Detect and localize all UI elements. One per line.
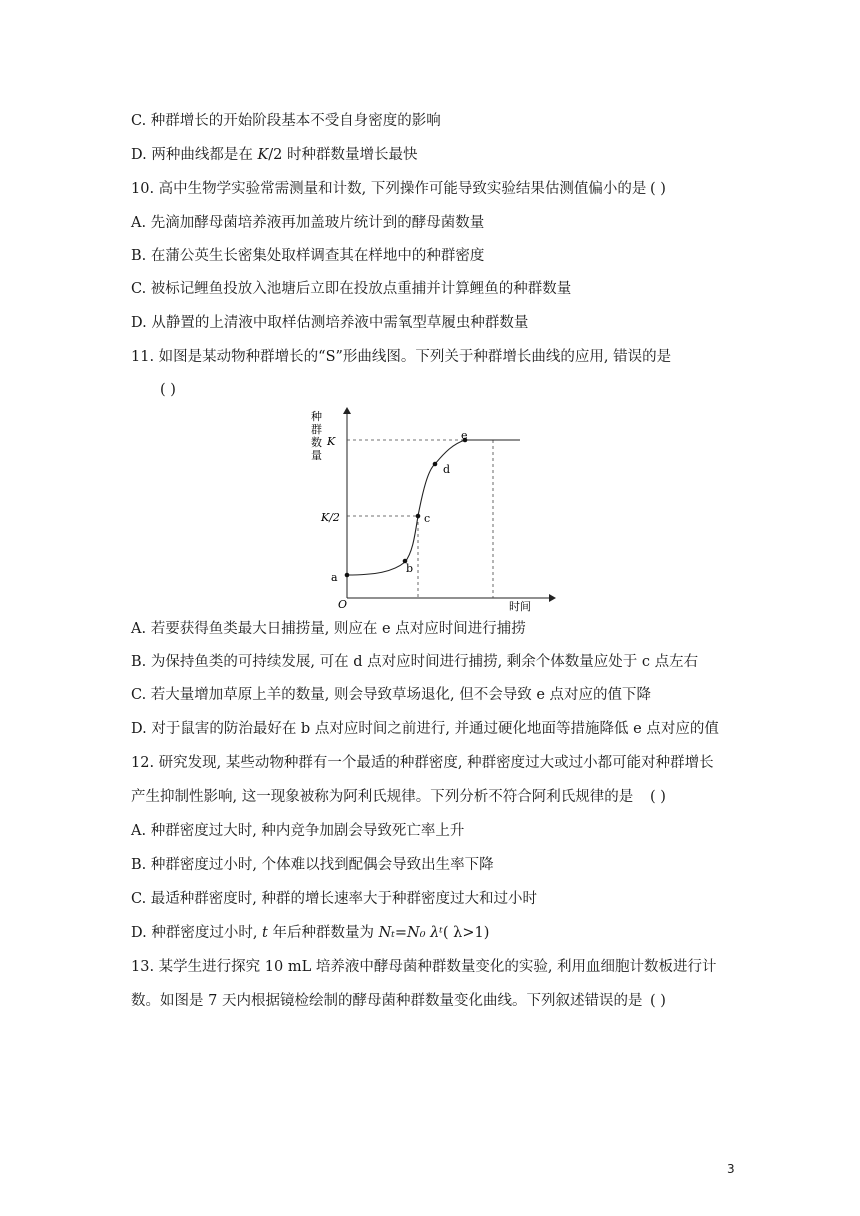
page-number: 3 [727,1162,735,1176]
question-11: 11. 如图是某动物种群增长的“S”形曲线图。下列关于种群增长曲线的应用, 错误的是 [131,349,672,365]
y-axis-label-3: 数 [311,436,322,449]
option-11b: B. 为保持鱼类的可持续发展, 可在 d 点对应时间进行捕捞, 剩余个体数量应处于 c 点左右 [131,654,699,670]
option-9d: D. 两种曲线都是在 K/2 时种群数量增长最快 [131,147,418,163]
option-10a: A. 先滴加酵母菌培养液再加盖玻片统计到的酵母菌数量 [131,215,485,231]
origin-label: O [338,598,348,611]
answer-blank-10: ( ) [650,181,666,197]
answer-blank-12: ( ) [650,789,666,805]
answer-blank-11: ( ) [160,382,176,398]
point-c [416,514,421,519]
point-d [433,462,438,467]
option-10d: D. 从静置的上清液中取样估测培养液中需氧型草履虫种群数量 [131,315,529,331]
point-d-label: d [443,463,451,476]
s-curve-graph [305,402,565,614]
question-10: 10. 高中生物学实验常需测量和计数, 下列操作可能导致实验结果估测值偏小的是 [131,181,647,197]
option-12b: B. 种群密度过小时, 个体难以找到配偶会导致出生率下降 [131,857,494,873]
y-axis-label-1: 种 [311,410,322,423]
option-10c: C. 被标记鲤鱼投放入池塘后立即在投放点重捕并计算鲤鱼的种群数量 [131,281,572,297]
option-9c: C. 种群增长的开始阶段基本不受自身密度的影响 [131,113,441,129]
question-12-line2: 产生抑制性影响, 这一现象被称为阿利氏规律。下列分析不符合阿利氏规律的是 [131,789,634,805]
option-12d: D. 种群密度过小时, t 年后种群数量为 Nₜ=N₀ λᵗ( λ>1) [131,925,490,941]
y-axis-label-4: 量 [311,449,322,462]
answer-blank-13: ( ) [650,993,666,1009]
option-12c: C. 最适种群密度时, 种群的增长速率大于种群密度过大和过小时 [131,891,538,907]
point-a [345,573,350,578]
option-10b: B. 在蒲公英生长密集处取样调查其在样地中的种群密度 [131,248,485,264]
y-axis-label-2: 群 [311,423,322,436]
question-13-line2: 数。如图是 7 天内根据镜检绘制的酵母菌种群数量变化曲线。下列叙述错误的是 [131,993,643,1009]
question-13-line1: 13. 某学生进行探究 10 mL 培养液中酵母菌种群数量变化的实验, 利用血细胞计数板进行计 [131,959,717,975]
option-11a: A. 若要获得鱼类最大日捕捞量, 则应在 e 点对应时间进行捕捞 [131,621,526,637]
option-12a: A. 种群密度过大时, 种内竞争加剧会导致死亡率上升 [131,823,465,839]
option-11d: D. 对于鼠害的防治最好在 b 点对应时间之前进行, 并通过硬化地面等措施降低 e 点对应的值 [131,721,719,737]
point-a-label: a [331,571,338,584]
s-curve [347,440,520,575]
y-k2-label: K/2 [321,511,340,524]
point-c-label: c [424,512,431,525]
question-12-line1: 12. 研究发现, 某些动物种群有一个最适的种群密度, 种群密度过大或过小都可能对种群增长 [131,755,714,771]
x-axis-label: 时间 [509,600,531,613]
point-e-label: e [461,429,468,442]
y-k-label: K [327,435,336,448]
option-11c: C. 若大量增加草原上羊的数量, 则会导致草场退化, 但不会导致 e 点对应的值下降 [131,687,652,703]
point-b-label: b [406,562,414,575]
